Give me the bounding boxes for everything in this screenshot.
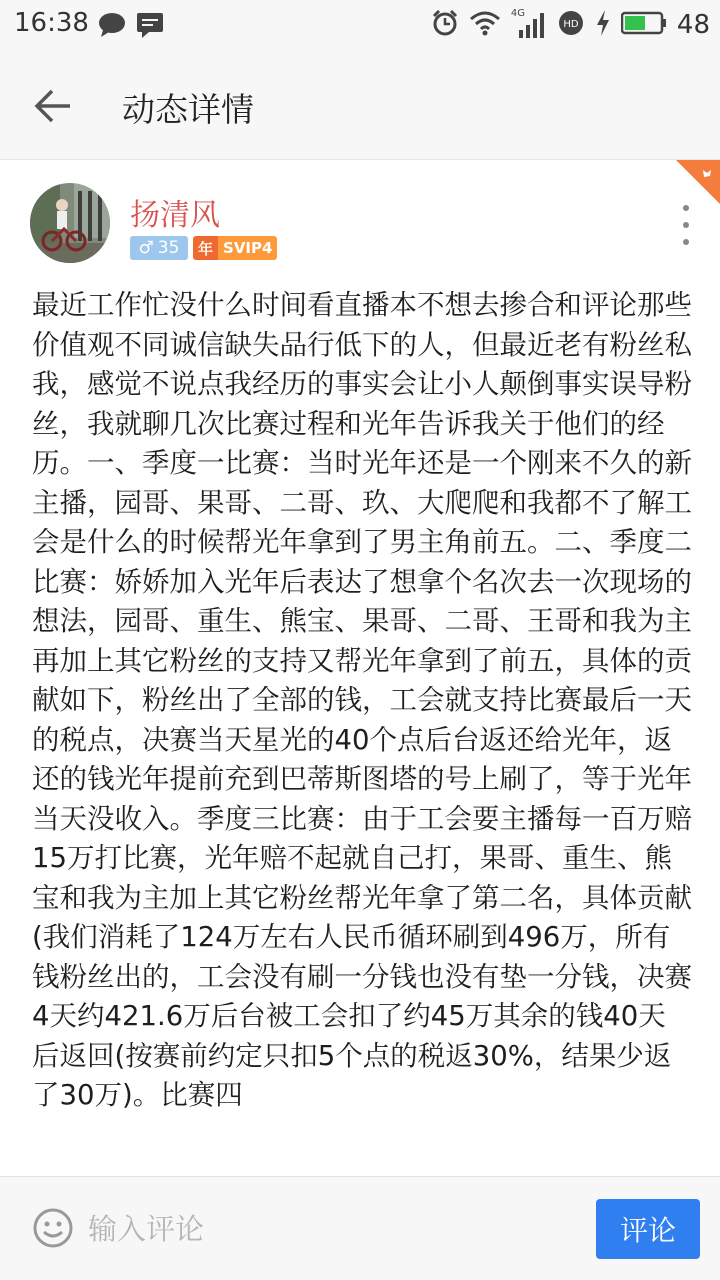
hd-icon — [557, 9, 585, 41]
post-content: 最近工作忙没什么时间看直播本不想去掺合和评论那些价值观不同诚信缺失品行低下的人，但最近老有粉丝私我，感觉不说点我经历的事实会让小人颠倒事实误导粉丝，我就聊几次比赛过程和光年告诉我关于他们的经历。一、季度一比赛：当时光年还是一个刚来不久的新主播，园哥、果哥、二哥、玖、大爬爬和我都不了解工会是什么的时候帮光年拿到了男主角前五。二、季度二比赛：娇娇加入光年后表达了想拿个名次去一次现场的想法，园哥、重生、熊宝、果哥、二哥、王哥和我为主再加上其它粉丝的支持又帮光年拿到了前五，具体的贡献如下，粉丝出了全部的钱，工会就支持比赛最后一天的税点，决赛当天星光的40个点后台返还给光年，返还的钱光年提前充到巴蒂斯图塔的号上刷了，等于光年当天没收入。季度三比赛：由于工会要主播每一百万赔15万打比赛，光年赔不起就自己打，果哥、重生、熊宝和我为主加上其它粉丝帮光年拿了第二名，具体贡献(我们消耗了124万左右人民币循环刷到496万，所有钱粉丝出的，工会没有刷一分钱也没有垫一分钱，决赛4天约421.6万后台被工会扣了约45万其余的钱40天后返回(按赛前约定只扣5个点的税返30%，结果少返了30万)。比赛四 — [32, 289, 692, 1111]
male-icon: ♂ — [138, 238, 154, 258]
avatar[interactable] — [30, 183, 110, 263]
battery-icon — [621, 11, 667, 39]
vip-level-label: SVIP4 — [218, 236, 277, 260]
vip-year-label: 年 — [193, 236, 218, 260]
gender-age-badge — [130, 236, 188, 260]
corner-badge-icon — [676, 160, 720, 204]
more-options-button[interactable] — [676, 205, 696, 245]
alarm-icon — [431, 9, 459, 41]
comment-bar — [0, 1176, 720, 1280]
smiley-icon — [32, 1207, 74, 1249]
network-type: 4G — [510, 8, 526, 19]
status-time: 16:38 — [14, 8, 89, 38]
arrow-left-icon — [30, 82, 78, 130]
more-vertical-icon — [683, 205, 689, 211]
status-bar — [0, 0, 720, 50]
page-title: 动态详情 — [122, 90, 254, 129]
status-icons — [431, 8, 710, 42]
wifi-icon — [469, 10, 501, 40]
age-value: 35 — [157, 238, 180, 258]
charging-icon — [595, 9, 611, 41]
user-name[interactable]: 扬清风 — [130, 198, 220, 233]
signal-icon — [511, 10, 547, 40]
comment-input[interactable] — [88, 1207, 568, 1251]
battery-level: 48 — [676, 10, 710, 40]
message-icon — [136, 12, 164, 42]
title-bar — [0, 50, 720, 160]
svg-text:HD: HD — [563, 19, 579, 30]
chat-bubble-icon — [98, 12, 126, 42]
emoji-button[interactable] — [32, 1207, 74, 1249]
vip-badge — [193, 236, 277, 260]
back-button[interactable] — [30, 82, 78, 130]
submit-comment-button[interactable]: 评论 — [596, 1199, 700, 1259]
